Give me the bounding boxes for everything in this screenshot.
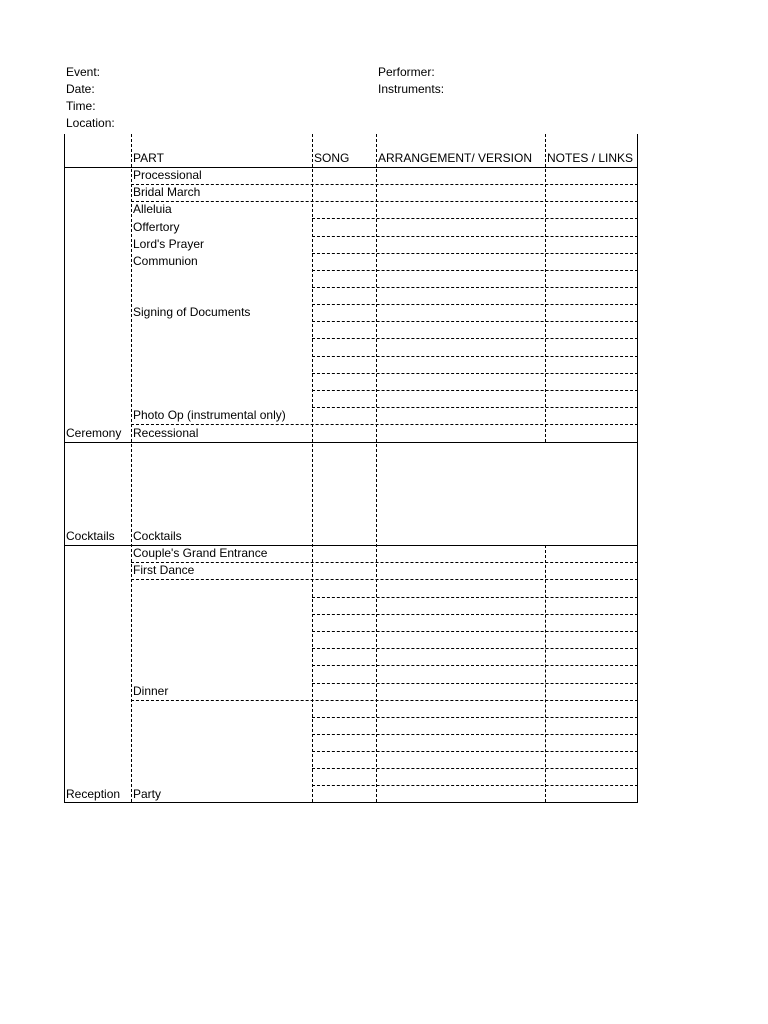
notes-column-divider-reception (545, 545, 546, 802)
part-processional: Processional (133, 168, 202, 182)
notes-column-header: NOTES / LINKS (547, 151, 634, 165)
part-signing-of-documents: Signing of Documents (133, 305, 251, 319)
row-rule (312, 253, 638, 254)
row-rule (312, 390, 638, 391)
row-rule (312, 321, 638, 322)
row-rule (312, 631, 638, 632)
row-rule (131, 424, 638, 425)
row-rule (312, 304, 638, 305)
row-rule (312, 768, 638, 769)
part-party: Party (133, 787, 162, 801)
row-rule (312, 751, 638, 752)
row-rule (131, 201, 638, 202)
part-grand-entrance: Couple's Grand Entrance (133, 546, 268, 560)
part-lords-prayer: Lord's Prayer (133, 237, 204, 251)
ceremony-end-rule (64, 442, 638, 443)
row-rule (131, 562, 638, 563)
table-right-border (637, 134, 638, 803)
part-first-dance: First Dance (133, 563, 195, 577)
part-cocktails: Cocktails (133, 529, 182, 543)
event-label: Event: (66, 65, 101, 79)
row-rule (312, 356, 638, 357)
row-rule (312, 683, 638, 684)
row-rule (312, 373, 638, 374)
row-rule (312, 734, 638, 735)
part-offertory: Offertory (133, 220, 180, 234)
row-rule (312, 597, 638, 598)
arrangement-column-header: ARRANGEMENT/ VERSION (378, 151, 533, 165)
row-rule (312, 614, 638, 615)
row-rule (312, 270, 638, 271)
row-rule (131, 700, 638, 701)
table-left-border (64, 134, 65, 803)
row-rule (312, 236, 638, 237)
part-column-header: PART (133, 151, 164, 165)
row-rule (312, 717, 638, 718)
row-rule (131, 579, 638, 580)
time-label: Time: (66, 99, 96, 113)
section-label-cocktails: Cocktails (66, 529, 115, 543)
row-rule (312, 338, 638, 339)
section-label-reception: Reception (66, 787, 121, 801)
song-column-header: SONG (314, 151, 350, 165)
location-label: Location: (66, 116, 115, 130)
section-label-ceremony: Ceremony (66, 426, 122, 440)
arrangement-column-divider (376, 134, 377, 802)
row-rule (131, 184, 638, 185)
part-dinner: Dinner (133, 684, 169, 698)
row-rule (312, 665, 638, 666)
performer-label: Performer: (378, 65, 435, 79)
row-rule (312, 287, 638, 288)
part-communion: Communion (133, 254, 198, 268)
row-rule (312, 785, 638, 786)
part-bridal-march: Bridal March (133, 185, 201, 199)
part-recessional: Recessional (133, 426, 199, 440)
part-alleluia: Alleluia (133, 202, 172, 216)
part-photo-op: Photo Op (instrumental only) (133, 408, 286, 422)
date-label: Date: (66, 82, 95, 96)
notes-column-divider-ceremony (545, 134, 546, 442)
row-rule (312, 218, 638, 219)
table-bottom-border (64, 802, 638, 803)
row-rule (312, 407, 638, 408)
instruments-label: Instruments: (378, 82, 445, 96)
song-column-divider (312, 134, 313, 802)
row-rule (312, 648, 638, 649)
part-column-divider (131, 134, 132, 802)
